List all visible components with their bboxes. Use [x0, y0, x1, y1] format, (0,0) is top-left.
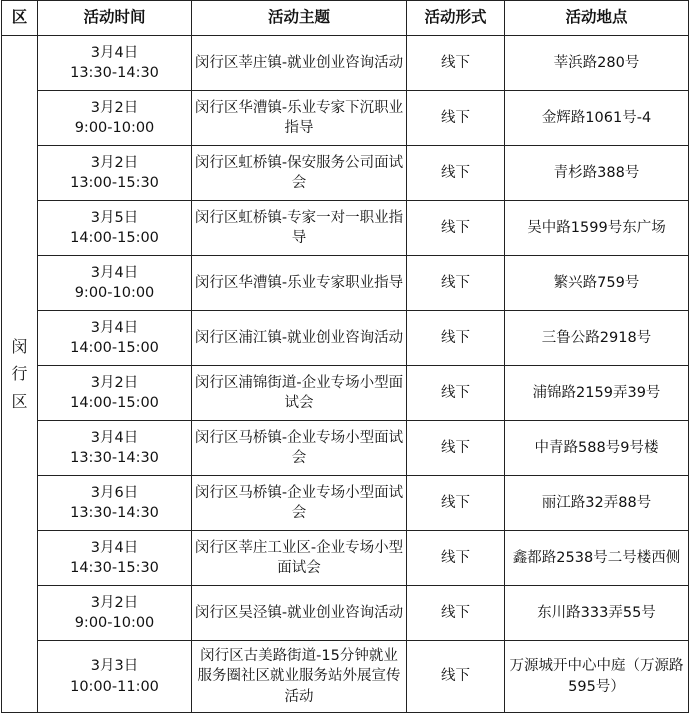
activity-place: 万源城开中心中庭（万源路595号）	[505, 641, 689, 713]
activity-time: 13:00-15:30	[70, 175, 159, 191]
activity-theme: 闵行区古美路街道-15分钟就业服务圈社区就业服务站外展宣传活动	[192, 641, 407, 713]
district-label: 闵行区	[11, 337, 28, 411]
activity-date: 3月6日	[90, 484, 139, 501]
activity-date: 3月3日	[90, 658, 139, 675]
header-district: 区	[2, 1, 38, 36]
time-cell	[38, 476, 192, 531]
table-header-row	[2, 1, 689, 36]
activity-time: 14:00-15:00	[70, 395, 159, 411]
activity-date: 3月4日	[90, 539, 139, 556]
activity-theme: 闵行区莘庄镇-就业创业咨询活动	[192, 36, 407, 91]
activity-theme: 闵行区马桥镇-企业专场小型面试会	[192, 476, 407, 531]
activity-place: 青杉路388号	[505, 146, 689, 201]
time-cell	[38, 586, 192, 641]
activity-theme: 闵行区华漕镇-乐业专家下沉职业指导	[192, 91, 407, 146]
time-cell	[38, 146, 192, 201]
time-cell	[38, 36, 192, 91]
activity-date: 3月2日	[90, 99, 139, 116]
activity-mode: 线下	[407, 476, 505, 531]
activity-mode: 线下	[407, 311, 505, 366]
activity-schedule-table	[1, 0, 689, 713]
activity-mode: 线下	[407, 36, 505, 91]
activity-place: 鑫都路2538号二号楼西侧	[505, 531, 689, 586]
activity-time: 9:00-10:00	[74, 615, 155, 631]
table-row	[2, 91, 689, 146]
activity-time: 9:00-10:00	[74, 120, 155, 136]
activity-mode: 线下	[407, 641, 505, 713]
table-row	[2, 366, 689, 421]
table-row	[2, 36, 689, 91]
table-row	[2, 146, 689, 201]
activity-place: 浦锦路2159弄39号	[505, 366, 689, 421]
activity-date: 3月4日	[90, 429, 139, 446]
activity-place: 吴中路1599号东广场	[505, 201, 689, 256]
activity-mode: 线下	[407, 146, 505, 201]
district-cell	[2, 36, 38, 713]
activity-time: 14:00-15:00	[70, 340, 159, 356]
time-cell	[38, 366, 192, 421]
activity-mode: 线下	[407, 201, 505, 256]
activity-theme: 闵行区华漕镇-乐业专家职业指导	[192, 256, 407, 311]
header-theme: 活动主题	[192, 1, 407, 36]
activity-theme: 闵行区莘庄工业区-企业专场小型面试会	[192, 531, 407, 586]
activity-mode: 线下	[407, 531, 505, 586]
table-row	[2, 531, 689, 586]
time-cell	[38, 91, 192, 146]
activity-theme: 闵行区浦锦街道-企业专场小型面试会	[192, 366, 407, 421]
activity-time: 13:30-14:30	[70, 65, 159, 81]
time-cell	[38, 531, 192, 586]
activity-mode: 线下	[407, 366, 505, 421]
activity-mode: 线下	[407, 91, 505, 146]
activity-place: 东川路333弄55号	[505, 586, 689, 641]
header-place: 活动地点	[505, 1, 689, 36]
activity-date: 3月4日	[90, 44, 139, 61]
time-cell	[38, 311, 192, 366]
table-row	[2, 256, 689, 311]
activity-place: 金辉路1061号-4	[505, 91, 689, 146]
activity-place: 三鲁公路2918号	[505, 311, 689, 366]
table-row	[2, 311, 689, 366]
table-row	[2, 421, 689, 476]
activity-time: 10:00-11:00	[70, 678, 159, 695]
activity-theme: 闵行区马桥镇-企业专场小型面试会	[192, 421, 407, 476]
activity-place: 繁兴路759号	[505, 256, 689, 311]
activity-time: 13:30-14:30	[70, 450, 159, 466]
activity-mode: 线下	[407, 586, 505, 641]
table-row	[2, 586, 689, 641]
activity-mode: 线下	[407, 256, 505, 311]
activity-theme: 闵行区虹桥镇-保安服务公司面试会	[192, 146, 407, 201]
time-cell	[38, 256, 192, 311]
activity-mode: 线下	[407, 421, 505, 476]
time-cell	[38, 201, 192, 256]
activity-time: 13:30-14:30	[70, 505, 159, 521]
activity-time: 14:00-15:00	[70, 230, 159, 246]
table-row	[2, 641, 689, 713]
activity-date: 3月5日	[90, 209, 139, 226]
activity-time: 14:30-15:30	[70, 560, 159, 576]
activity-date: 3月2日	[90, 594, 139, 611]
activity-date: 3月2日	[90, 154, 139, 171]
activity-theme: 闵行区虹桥镇-专家一对一职业指导	[192, 201, 407, 256]
activity-date: 3月4日	[90, 264, 139, 281]
activity-place: 中青路588号9号楼	[505, 421, 689, 476]
activity-theme: 闵行区浦江镇-就业创业咨询活动	[192, 311, 407, 366]
activity-date: 3月2日	[90, 374, 139, 391]
table-body	[2, 36, 689, 713]
activity-time: 9:00-10:00	[74, 285, 155, 301]
header-time: 活动时间	[38, 1, 192, 36]
activity-place: 丽江路32弄88号	[505, 476, 689, 531]
activity-place: 莘浜路280号	[505, 36, 689, 91]
activity-theme: 闵行区吴泾镇-就业创业咨询活动	[192, 586, 407, 641]
time-cell	[38, 641, 192, 713]
header-mode: 活动形式	[407, 1, 505, 36]
time-cell	[38, 421, 192, 476]
table-row	[2, 201, 689, 256]
table-row	[2, 476, 689, 531]
activity-date: 3月4日	[90, 319, 139, 336]
